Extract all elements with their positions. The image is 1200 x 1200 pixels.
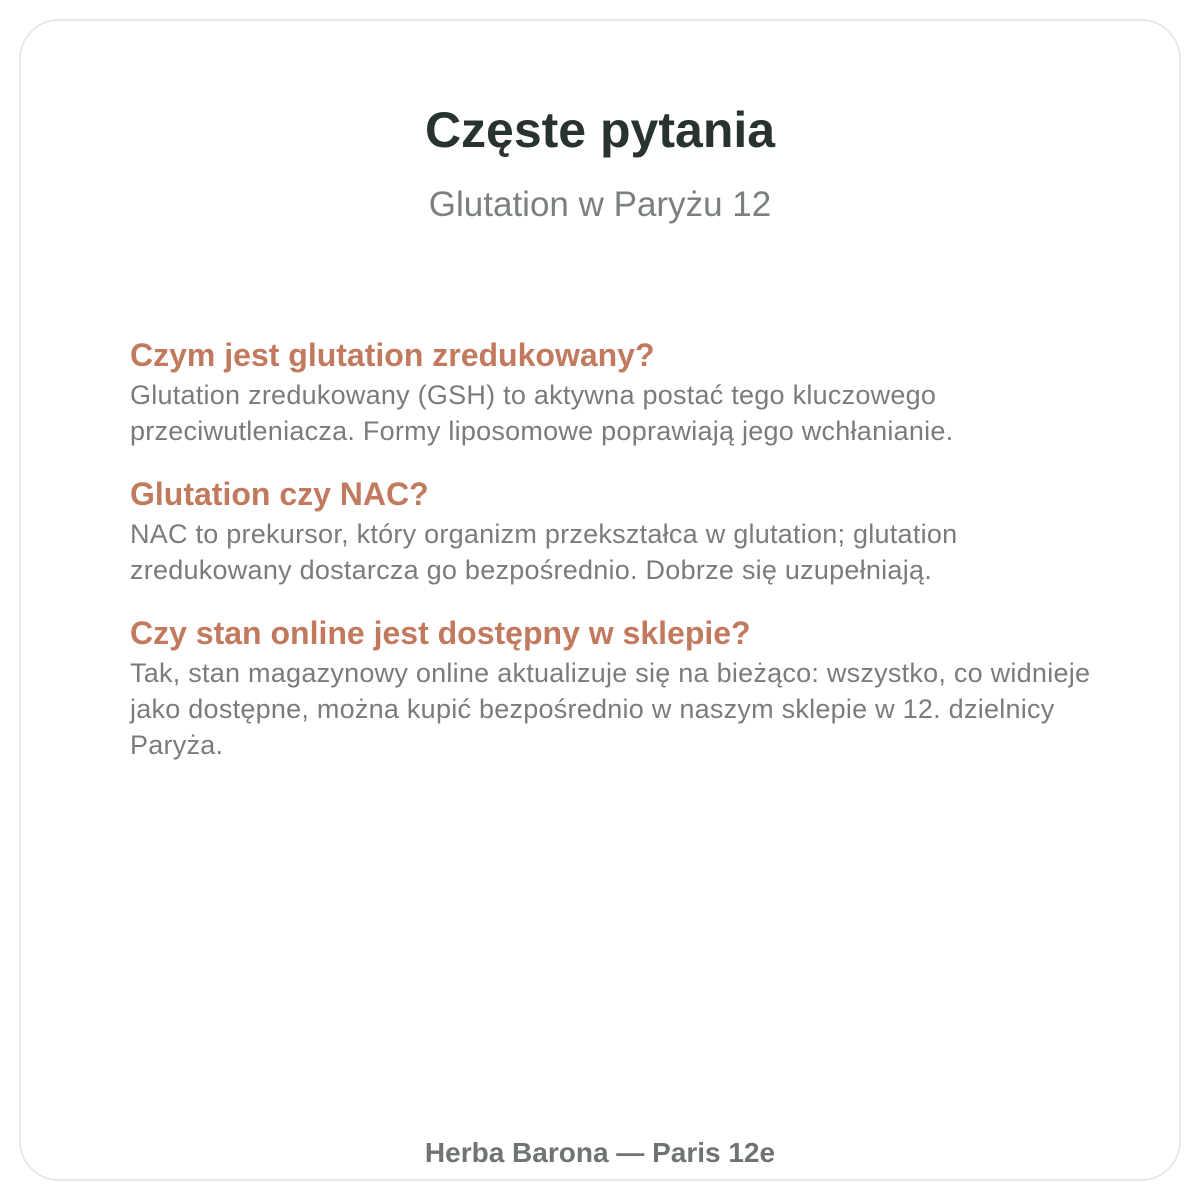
faq-question: Glutation czy NAC? xyxy=(130,476,429,512)
faq-item xyxy=(130,613,1110,763)
faq-answer: Tak, stan magazynowy online aktualizuje się na bieżąco: wszystko, co widnieje jako dostępne, można kupić bezpośrednio w naszym sklepie w 12. dzielnicy Paryża. xyxy=(130,658,1091,760)
faq-card xyxy=(19,19,1181,1181)
faq-question: Czy stan online jest dostępny w sklepie? xyxy=(130,615,751,651)
faq-answer: NAC to prekursor, który organizm przekształca w glutation; glutation zredukowany dostarcza go bezpośrednio. Dobrze się uzupełniają. xyxy=(130,519,958,585)
faq-item xyxy=(130,474,1110,588)
faq-question: Czym jest glutation zredukowany? xyxy=(130,337,655,373)
page-subtitle: Glutation w Paryżu 12 xyxy=(428,185,772,224)
faq-list xyxy=(130,335,1110,788)
faq-item xyxy=(130,335,1110,449)
page-title: Częste pytania xyxy=(424,102,776,158)
faq-answer: Glutation zredukowany (GSH) to aktywna postać tego kluczowego przeciwutleniacza. Formy liposomowe poprawiają jego wchłanianie. xyxy=(130,380,954,446)
footer-brand: Herba Barona — Paris 12e xyxy=(424,1137,776,1168)
